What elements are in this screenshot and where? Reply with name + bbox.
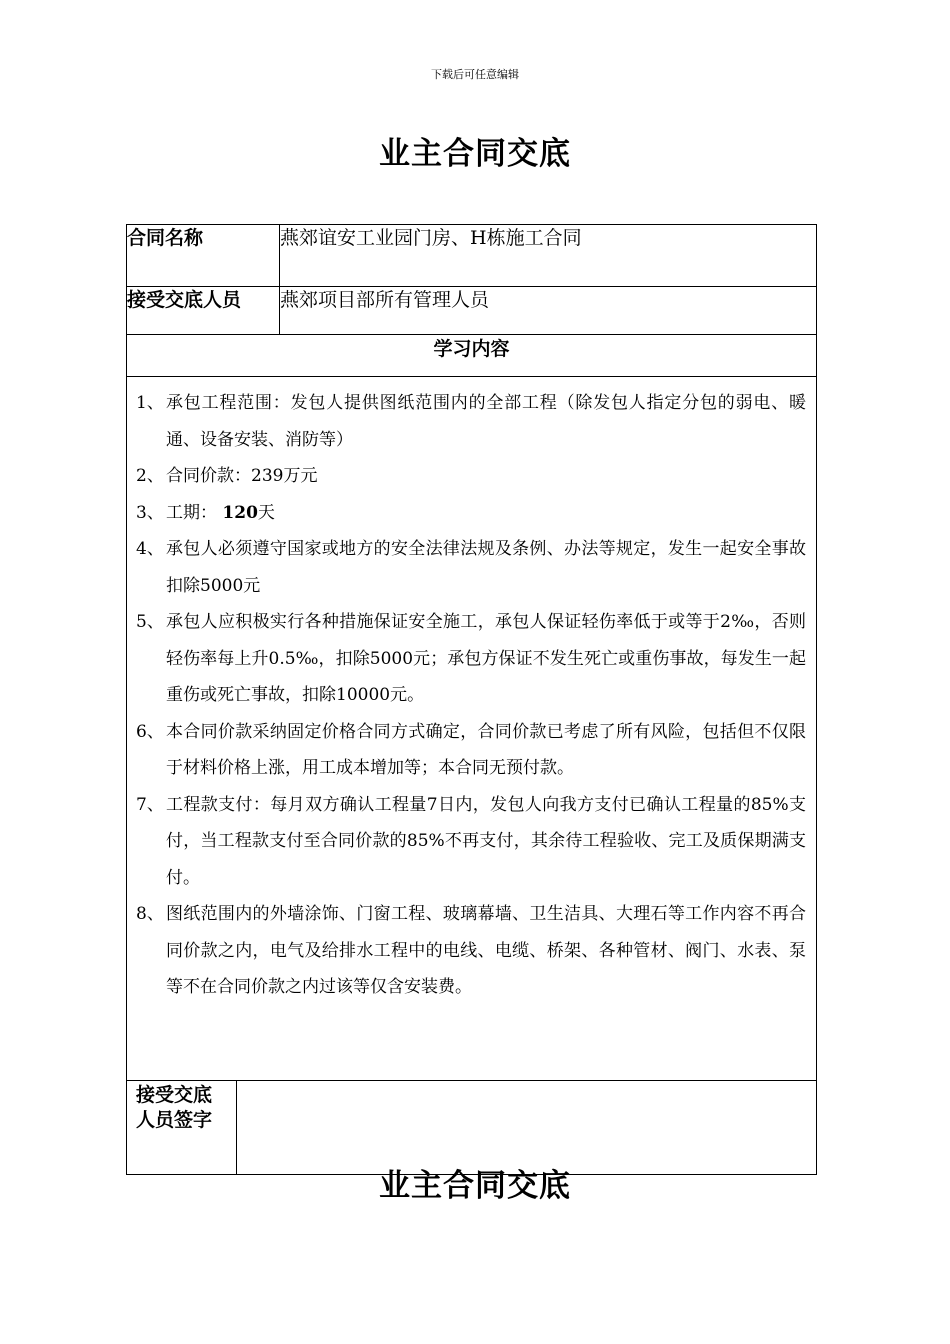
list-item (136, 385, 806, 458)
header-note: 下载后可任意编辑 (431, 68, 519, 81)
item-number: 3、 (136, 502, 164, 523)
section-heading-row (127, 335, 817, 377)
recipients-label: 接受交底人员 (127, 287, 280, 335)
duration-unit: 天 (257, 502, 275, 523)
list-item (136, 787, 806, 897)
content-row (127, 377, 817, 1081)
content-cell (127, 377, 817, 1081)
document-title-repeat: 业主合同交底 (379, 1168, 571, 1204)
item-text: 合同价款：239万元 (166, 466, 318, 486)
item-text: 工程款支付：每月双方确认工程量7日内，发包人向我方支付已确认工程量的85%支付，当工程款支付至合同价款的85%不再支付，其余待工程验收、完工及质保期满支付。 (166, 794, 807, 888)
list-item (136, 604, 806, 714)
item-text: 承包人应积极实行各种措施保证安全施工，承包人保证轻伤率低于或等于2‰，否则轻伤率每上升0.5‰，扣除5000元；承包方保证不发生死亡或重伤事故，每发生一起重伤或死亡事故，扣除10000元。 (166, 612, 807, 705)
item-text: 承包工程范围：发包人提供图纸范围内的全部工程（除发包人指定分包的弱电、暖通、设备安装、消防等） (166, 393, 807, 450)
duration-label: 工期： (166, 502, 217, 523)
contract-name-value: 燕郊谊安工业园门房、H栋施工合同 (280, 225, 817, 287)
item-number: 1、 (136, 393, 164, 413)
list-item (136, 531, 806, 604)
item-number: 4、 (136, 539, 164, 559)
item-text: 本合同价款采纳固定价格合同方式确定，合同价款已考虑了所有风险，包括但不仅限于材料价格上涨，用工成本增加等；本合同无预付款。 (166, 721, 807, 778)
item-text: 承包人必须遵守国家或地方的安全法律法规及条例、办法等规定，发生一起安全事故扣除5000元 (166, 539, 807, 596)
list-item (136, 458, 806, 495)
contract-name-row (127, 225, 817, 287)
item-text (166, 495, 806, 532)
item-number: 5、 (136, 612, 164, 632)
item-number: 6、 (136, 721, 164, 742)
document-title: 业主合同交底 (379, 136, 571, 172)
item-text: 图纸范围内的外墙涂饰、门窗工程、玻璃幕墙、卫生洁具、大理石等工作内容不再合同价款之内，电气及给排水工程中的电线、电缆、桥架、各种管材、阀门、水表、泵等不在合同价款之内过该等仅含安装费。 (166, 904, 807, 997)
list-item (136, 495, 806, 532)
list-item (136, 714, 806, 787)
item-number: 8、 (136, 904, 164, 924)
item-number: 2、 (136, 466, 164, 486)
signature-label-line1: 接受交底 (136, 1084, 213, 1106)
duration-value: 120 (222, 502, 258, 523)
contract-briefing-table (126, 224, 817, 1175)
recipients-row (127, 287, 817, 335)
list-item (136, 896, 806, 1006)
item-number: 7、 (136, 794, 164, 815)
signature-label-line2: 人员签字 (136, 1109, 213, 1131)
recipients-value: 燕郊项目部所有管理人员 (280, 287, 817, 335)
contract-name-label: 合同名称 (127, 225, 280, 287)
section-heading: 学习内容 (127, 335, 817, 377)
